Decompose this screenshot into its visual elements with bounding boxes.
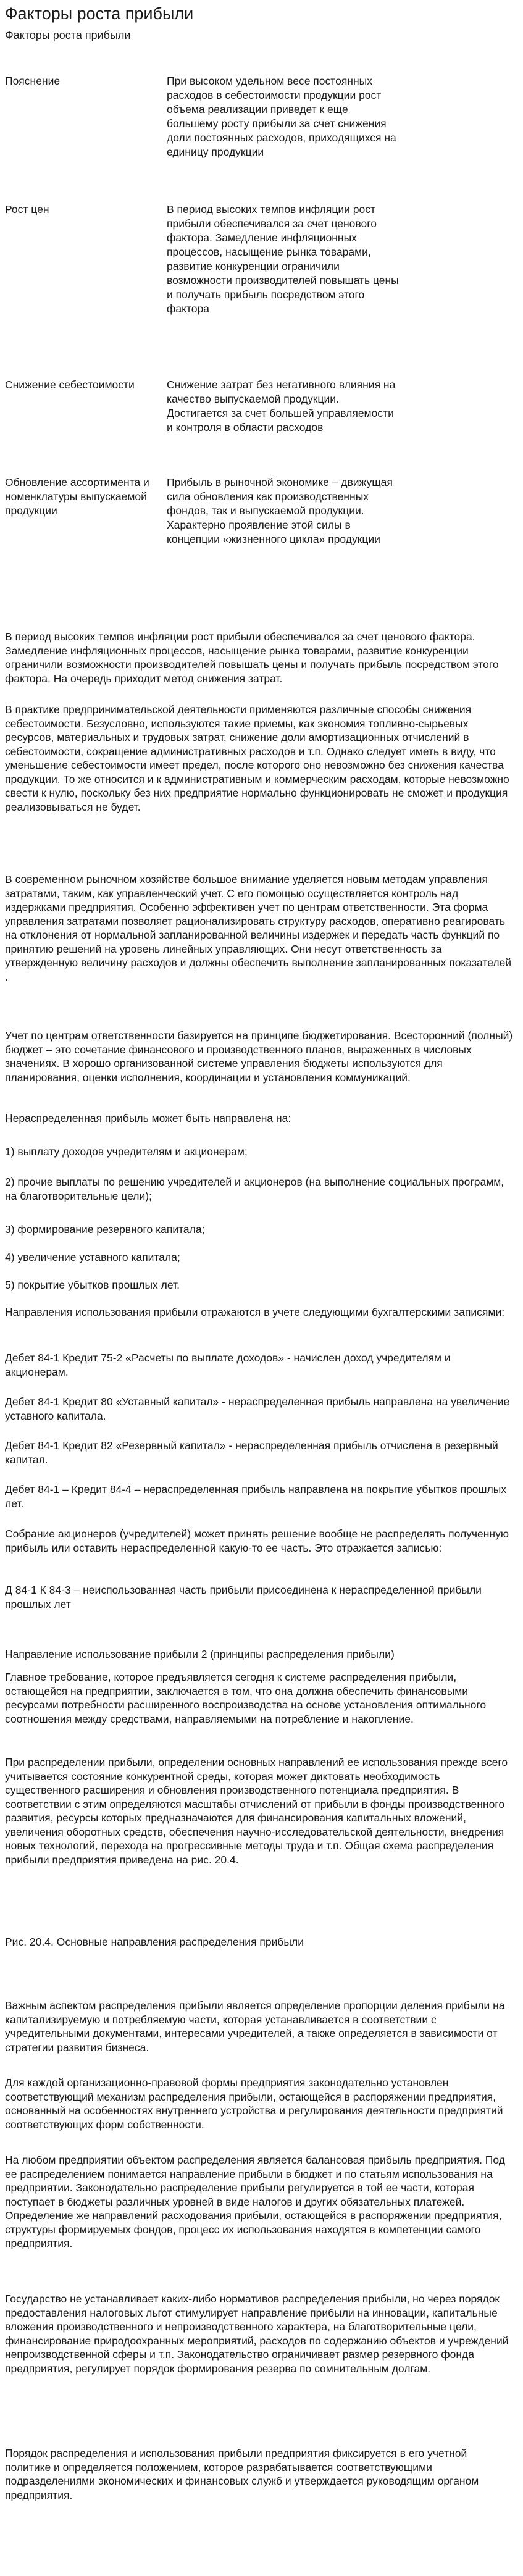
section-heading: Направление использование прибыли 2 (принципы распределения прибыли) [5,1648,395,1660]
accounting-entry: Дебет 84-1 – Кредит 84-4 – нераспределенная прибыль направлена на покрытие убытков прошлых лет. [5,1483,507,1510]
list-item: 3) формирование резервного капитала; [5,1223,205,1236]
paragraph: Направления использования прибыли отражаются в учете следующими бухгалтерскими записями: [5,1306,505,1318]
list-item: 2) прочие выплаты по решению учредителей и акционеров (на выполнение социальных программ, на благотворительные цели); [5,1176,504,1202]
factor-name: Рост цен [5,203,49,215]
table-caption: Факторы роста прибыли [5,29,131,41]
factor-description: Прибыль в рыночной экономике – движущая сила обновления как производственных фондов, так и выпускаемой продукции. Характерно проявление этой силы в концепции «жизненного цикла» продукции [167,476,393,545]
paragraph: В период высоких темпов инфляции рост прибыли обеспечивался за счет ценового фактора. Замедление инфляционных процессов, насыщение рынка товарами, развитие конкуренции ограничили возможности производителей повышать цены и получать прибыль посредством этого фактора. На очередь приходит метод снижения затрат. [5,630,499,685]
accounting-entry: Д 84-1 К 84-3 – неиспользованная часть прибыли присоединена к нераспределенной прибыли прошлых лет [5,1584,482,1610]
paragraph: Порядок распределения и использования прибыли предприятия фиксируется в его учетной политике и определяется положением, которое разрабатывается соответствующими подразделениями экономических и финансовых служб и утверждается руководящим органом предприятия. [5,2447,479,2501]
page-title: Факторы роста прибыли [5,4,194,23]
paragraph: Главное требование, которое предъявляется сегодня к системе распределения прибыли, остающейся на предприятии, заключается в том, что она должна обеспечить финансовыми ресурсами потребности расширенного воспроизводства на основе установления оптимального соотношения между средствами, направляемыми на потребление и накопление. [5,1671,487,1725]
accounting-entry: Дебет 84-1 Кредит 80 «Уставный капитал» - нераспределенная прибыль направлена на увеличение уставного капитала. [5,1395,510,1422]
factor-description: В период высоких темпов инфляции рост прибыли обеспечивался за счет ценового фактора. Замедление инфляционных процессов, насыщение рынка товарами, развитие конкуренции ограничили возможности производителей повышать цены и получать прибыль посредством этого фактора [167,203,399,315]
accounting-entry: Дебет 84-1 Кредит 82 «Резервный капитал» - нераспределенная прибыль отчислена в резервный капитал. [5,1439,498,1466]
paragraph: При распределении прибыли, определении основных направлений ее использования прежде всего учитывается состояние конкурентной среды, которая может диктовать необходимость существенного расширения и обновления производственного потенциала предприятия. В соответствии с этим определяются масштабы отчислений от прибыли в фонды производственного развития, ресурсы которых предназначаются для финансирования капитальных вложений, увеличения оборотных средств, обеспечения научно-исследовательской деятельности, внедрения новых технологий, перехода на прогрессивные методы труда и т.п. Общая схема распределения прибыли предприятия приведена на рис. 20.4. [5,1756,508,1866]
factor-name: Обновление ассортимента и номенклатуры выпускаемой продукции [5,476,149,517]
paragraph: Важным аспектом распределения прибыли является определение пропорции деления прибыли на капитализируемую и потребляемую части, которая устанавливается в соответствии с учредительными документами, интересами учредителей, а также определяется в зависимости от стратегии развития бизнеса. [5,1999,505,2054]
paragraph: В современном рыночном хозяйстве большое внимание уделяется новым методам управления затратами, таким, как управленческий учет. С его помощью осуществляется контроль над издержками предприятия. Особенно эффективен учет по центрам ответственности. Эта форма управления затратами позволяет рационализировать структуру расходов, оперативно реагировать на отклонения от нормальной запланированной величины издержек и передать часть функций по принятию решений на уровень линейных управляющих. Они несут ответственность за утвержденную величину расходов и должны обеспечить выполнение запланированных показателей . [5,873,512,983]
list-item: 4) увеличение уставного капитала; [5,1251,180,1263]
list-item: 5) покрытие убытков прошлых лет. [5,1279,180,1291]
paragraph: Для каждой организационно-правовой формы предприятия законодательно установлен соответствующий механизм распределения прибыли, остающейся в распоряжении предприятия, основанный на особенностях внутреннего устройства и регулирования деятельности предприятий соответствующих форм собственности. [5,2076,503,2131]
paragraph: Государство не устанавливает каких-либо нормативов распределения прибыли, но через порядок предоставления налоговых льгот стимулирует направление прибыли на инновации, капитальные вложения производственного и непроизводственного характера, на благотворительные цели, финансирование природоохранных мероприятий, расходов по содержанию объектов и учреждений непроизводственной сферы и т.п. Законодательство ограничивает размер резервного фонда предприятия, регулирует порядок формирования резерва по сомнительным долгам. [5,2293,509,2375]
paragraph: В практике предпринимательской деятельности применяются различные способы снижения себестоимости. Безусловно, используются такие приемы, как экономия топливно-сырьевых ресурсов, материальных и трудовых затрат, снижение доли амортизационных отчислений в себестоимости, сокращение административных расходов и т.п. Однако следует иметь в виду, что уменьшение себестоимости имеет предел, после которого оно невозможно без снижения качества продукции. То же относится и к административным и коммерческим расходам, которые невозможно свести к нулю, поскольку без них предприятие нормально функционировать не сможет и продукция реализовываться не будет. [5,703,509,813]
factor-name: Снижение себестоимости [5,378,135,391]
paragraph: Собрание акционеров (учредителей) может принять решение вообще не распределять полученную прибыль или оставить нераспределенной какую-то ее часть. Это отражается записью: [5,1528,509,1554]
paragraph: На любом предприятии объектом распределения является балансовая прибыль предприятия. Под ее распределением понимается направление прибыли в бюджет и по статьям использования на предприятии. Законодательно распределение прибыли регулируется в той ее части, которая поступает в бюджеты различных уровней в виде налогов и других обязательных платежей. Определение же направлений расходования прибыли, остающейся в распоряжении предприятия, структуры формируемых фондов, процесс их использования находятся в компетенции самого предприятия. [5,2154,505,2249]
list-item: 1) выплату доходов учредителям и акционерам; [5,1145,248,1158]
accounting-entry: Дебет 84-1 Кредит 75-2 «Расчеты по выплате доходов» - начислен доход учредителям и акционерам. [5,1352,451,1378]
factor-description: При высоком удельном весе постоянных расходов в себестоимости продукции рост объема реализации приведет к еще большему росту прибыли за счет снижения доли постоянных расходов, приходящихся на единицу продукции [167,75,396,158]
paragraph: Учет по центрам ответственности базируется на принципе бюджетирования. Всесторонний (полный) бюджет – это сочетание финансового и производственного планов, выраженных в числовых значениях. В хорошо организованной системе управления бюджеты используются для планирования, оценки исполнения, координации и установления коммуникаций. [5,1029,513,1084]
factor-description: Снижение затрат без негативного влияния на качество выпускаемой продукции. Достигается за счет большей управляемости и контроля в области расходов [167,378,396,433]
paragraph: Нераспределенная прибыль может быть направлена на: [5,1112,291,1124]
factor-name: Пояснение [5,75,61,87]
figure-caption: Рис. 20.4. Основные направления распределения прибыли [5,1936,304,1948]
